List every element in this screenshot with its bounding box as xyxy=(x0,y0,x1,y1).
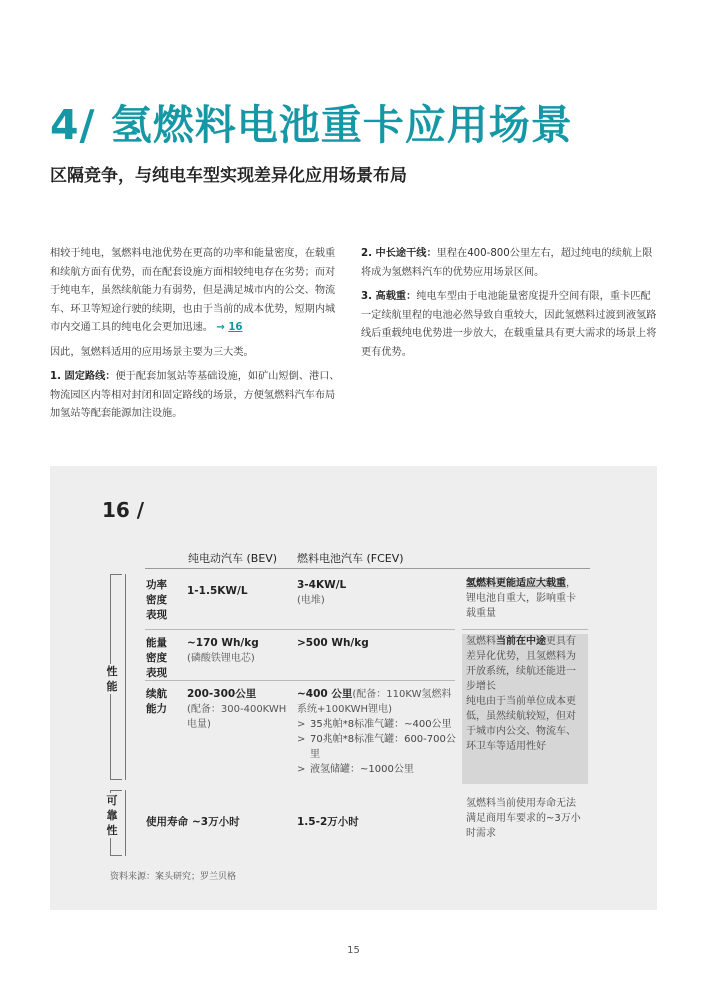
note-service-life: 氢燃料当前使用寿命无法满足商用车要求的~3万小时需求 xyxy=(466,798,581,839)
list-item: > 液氢储罐：~1000公里 xyxy=(297,762,457,777)
arrow-right-icon: → xyxy=(216,322,225,333)
fcev-range-bullets xyxy=(297,717,457,777)
bev-service-life: ~3万小时 xyxy=(192,816,240,828)
note-power-density: 氢燃料更能适应大载重，锂电池自重大，影响重卡载重量 xyxy=(466,578,576,619)
row-divider xyxy=(145,629,455,630)
fcev-power-density: 3-4KW/L (电堆) xyxy=(297,579,347,606)
page-number: 15 xyxy=(347,945,360,956)
feasibility-divider xyxy=(125,790,126,856)
scenario-item-3: 3. 高载重：纯电车型由于电池能量密度提升空间有限，重卡匹配一定续航里程的电池必然导致自重较大，因此氢燃料过渡到液氢路线后重载纯电优势进一步放大，在载重量具有更大需求的场景上将更有优势。 xyxy=(361,291,657,358)
row-label-service-life: 使用寿命 xyxy=(146,816,188,828)
group-label-feasibility: 可靠性 xyxy=(106,794,118,837)
fcev-range: ~400 公里(配备：110KW氢燃料系统+100KWH锂电) > 35兆帕*8标准气罐：~400公里 > 70兆帕*8标准气罐：600-700公里 > 液氢储罐：~1000公里 xyxy=(297,687,457,777)
body-right-column xyxy=(361,245,659,368)
header-divider xyxy=(145,568,590,569)
row-divider xyxy=(462,629,588,630)
list-item: > 70兆帕*8标准气罐：600-700公里 xyxy=(297,732,457,762)
row-divider xyxy=(145,680,455,681)
body-left-column xyxy=(50,245,345,430)
figure-panel xyxy=(50,466,657,910)
summary-paragraph: 因此，氢燃料适用的应用场景主要为三大类。 xyxy=(50,346,254,358)
page-subtitle: 区隔竞争，与纯电车型实现差异化应用场景布局 xyxy=(50,166,407,186)
scenario-item-1: 1. 固定路线：便于配套加氢站等基础设施，如矿山短倒、港口、物流园区内等相对封闭和固定路线的场景，方便氢燃料汽车布局加氢站等配套能源加注设施。 xyxy=(50,371,340,419)
note-energy-range: 氢燃料当前在中途更具有差异化优势，且氢燃料为开放系统，续航还能进一步增长 纯电由于当前单位成本更低，虽然续航较短，但对于城市内公交、物流车、环卫车等适用性好 xyxy=(462,634,588,784)
row-label-power-density: 功率密度表现 xyxy=(146,579,167,621)
figure-number: 16 / xyxy=(102,498,145,522)
bev-range: 200-300公里 (配备：300-400KWH电量) xyxy=(187,688,287,730)
figure-reference-link[interactable]: → 16 xyxy=(216,322,243,333)
scenario-item-2: 2. 中长途干线：里程在400-800公里左右，超过纯电的续航上限将成为氢燃料汽车的优势应用场景区间。 xyxy=(361,248,653,278)
intro-paragraph: 相较于纯电，氢燃料电池优势在更高的功率和能量密度，在载重和续航方面有优势，而在配套设施方面相较纯电存在劣势；而对于纯电车，虽然续航能力有弱势，但是满足城市内的公交、物流车、环卫等短途行驶的续期，也由于当前的成本优势，短期内城市内交通工具的纯电化会更加迅速。 → 16 xyxy=(50,248,336,333)
group-label-performance: 性能 xyxy=(106,665,118,693)
row-label-energy-density: 能量密度表现 xyxy=(146,637,167,679)
fcev-energy-density: >500 Wh/kg xyxy=(297,637,369,649)
list-item: > 35兆帕*8标准气罐：~400公里 xyxy=(297,717,457,732)
performance-divider xyxy=(125,574,126,780)
bev-power-density: 1-1.5KW/L xyxy=(187,585,248,597)
page-title: 4/ 氢燃料电池重卡应用场景 xyxy=(50,101,573,149)
column-header-bev: 纯电动汽车 (BEV) xyxy=(188,552,278,565)
bev-energy-density: ~170 Wh/kg (磷酸铁锂电芯) xyxy=(187,637,259,664)
source-note: 资料来源：案头研究；罗兰贝格 xyxy=(110,872,237,882)
row-label-range: 续航能力 xyxy=(146,688,167,715)
fcev-service-life: 1.5-2万小时 xyxy=(297,816,359,828)
column-header-fcev: 燃料电池汽车 (FCEV) xyxy=(297,552,404,565)
